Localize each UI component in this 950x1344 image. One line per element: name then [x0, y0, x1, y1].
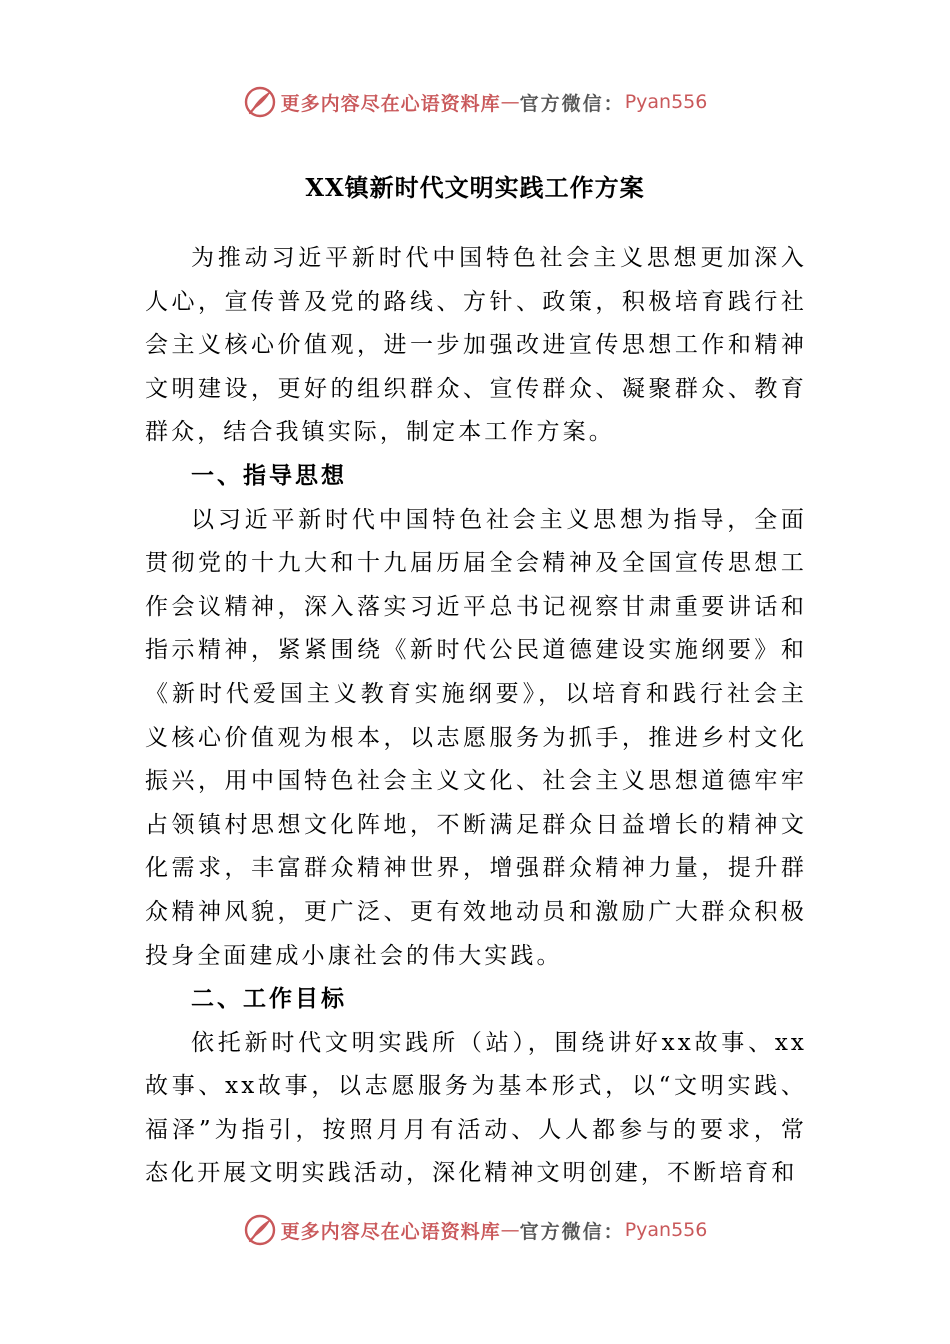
watermark-id: Pyan556: [624, 1219, 708, 1241]
section-body-work-goals: 依托新时代文明实践所（站），围绕讲好xx故事、xx故事、xx故事，以志愿服务为基本形式，以“文明实践、福泽”为指引，按照月月有活动、人人都参与的要求，常态化开展文明实践活动，深化精神文明创建，不断培育和: [145, 1029, 807, 1187]
watermark-dash: —: [500, 91, 520, 113]
watermark-id: Pyan556: [624, 91, 708, 113]
section-heading-guiding-ideology: 一、指导思想: [191, 462, 347, 489]
intro-paragraph: 为推动习近平新时代中国特色社会主义思想更加深入人心，宣传普及党的路线、方针、政策，积极培育践行社会主义核心价值观，进一步加强改进宣传思想工作和精神文明建设，更好的组织群众、宣传群众、凝聚群众、教育群众，结合我镇实际，制定本工作方案。: [145, 245, 807, 446]
section-body-guiding-ideology: 以习近平新时代中国特色社会主义思想为指导，全面贯彻党的十九大和十九届历届全会精神及全国宣传思想工作会议精神，深入落实习近平总书记视察甘肃重要讲话和指示精神，紧紧围绕《新时代公民道德建设实施纲要》和《新时代爱国主义教育实施纲要》，以培育和践行社会主义核心价值观为根本，以志愿服务为抓手，推进乡村文化振兴，用中国特色社会主义文化、社会主义思想道德牢牢占领镇村思想文化阵地，不断满足群众日益增长的精神文化需求，丰富群众精神世界，增强群众精神力量，提升群众精神风貌，更广泛、更有效地动员和激励广大群众积极投身全面建成小康社会的伟大实践。: [145, 506, 807, 969]
watermark-dash: —: [500, 1219, 520, 1241]
section-heading-work-goals: 二、工作目标: [191, 986, 347, 1013]
watermark-footer: [0, 1210, 950, 1250]
watermark-header: [0, 82, 950, 122]
watermark-label: 官方微信：: [519, 92, 625, 115]
watermark-label: 官方微信：: [519, 1220, 625, 1243]
watermark-main-text: 更多内容尽在心语资料库: [280, 92, 501, 115]
watermark-main-text: 更多内容尽在心语资料库: [280, 1220, 501, 1243]
document-body: [145, 237, 807, 1196]
quill-logo-icon: [243, 1213, 277, 1247]
quill-logo-icon: [243, 85, 277, 119]
document-title: XX镇新时代文明实践工作方案: [305, 173, 645, 202]
